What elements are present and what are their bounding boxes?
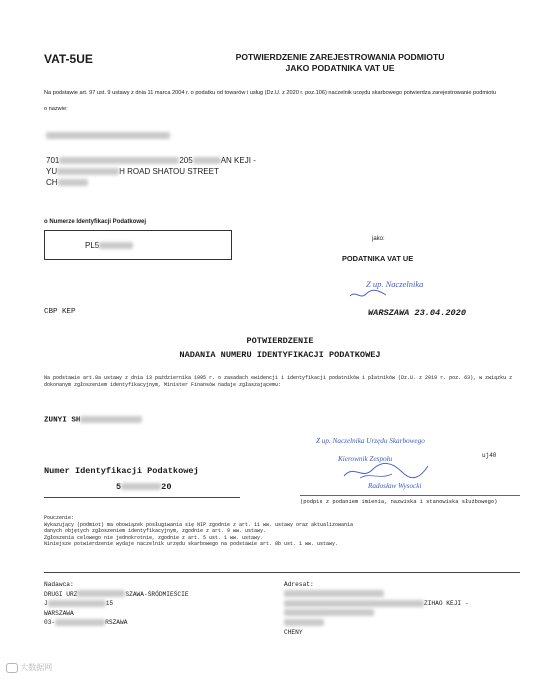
form-code: VAT-5UE bbox=[44, 52, 93, 66]
sender-line-4: 03- RSZAWA bbox=[44, 619, 128, 626]
signature-code: uj40 bbox=[482, 452, 497, 459]
address-line-3: CH bbox=[46, 177, 256, 188]
nip-label: o Numerze Identyfikacji Podatkowej bbox=[44, 219, 147, 225]
nip-block-line bbox=[44, 497, 240, 498]
place-date: WARSZAWA 23.04.2020 bbox=[368, 308, 466, 318]
notes-line: Wykazujący (podmiot) ma obowiązek posługiwania się NIP zgodnie z art. 11 ww. ustawy oraz aktualizowania bbox=[44, 521, 354, 528]
nip-value: PL5 bbox=[85, 241, 133, 250]
notes-block bbox=[44, 515, 524, 548]
notes-divider bbox=[44, 572, 520, 573]
address-line-2: YU H ROAD SHATOU STREET bbox=[46, 167, 219, 176]
address-block bbox=[46, 155, 256, 188]
redacted-company-name bbox=[46, 127, 170, 145]
sign-caption: (podpis z podaniem imienia, nazwiska i stanowiska służbowego) bbox=[300, 499, 498, 505]
signature-line2: Kierownik Zespołu bbox=[338, 455, 393, 463]
sender-label: Nadawca: bbox=[44, 581, 74, 588]
section2-title-line1: POTWIERDZENIE bbox=[246, 336, 314, 346]
podatnik-label: PODATNIKA VAT UE bbox=[342, 254, 414, 263]
nip-block-label: Numer Identyfikacji Podatkowej bbox=[44, 466, 199, 476]
section2-title-line2: NADANIA NUMERU IDENTYFIKACJI PODATKOWEJ bbox=[179, 350, 381, 360]
recipient-line-5: CHENY bbox=[284, 628, 303, 636]
o-nazwie-label: o nazwie: bbox=[44, 106, 68, 112]
sender-line-3: WARSZAWA bbox=[44, 609, 74, 617]
sender-line-1: DRUGI URZ SZAWA-ŚRÓDMIEŚCIE bbox=[44, 590, 189, 598]
sender-block bbox=[44, 580, 189, 628]
recipient-line-4 bbox=[284, 618, 469, 628]
stamp-signature-scribble bbox=[348, 287, 388, 305]
recipient-line-2: ZIHAO KEJI - bbox=[284, 599, 469, 609]
notes-line: Zgłoszenia celowego nie jednokrotnie, zgodnie z art. 5 ust. 1 ww. ustawy. bbox=[44, 534, 264, 541]
sender-line-2: J 15 bbox=[44, 600, 114, 607]
nip-box bbox=[44, 230, 232, 260]
stamp-z-up-naczelnika: Z up. Naczelnika bbox=[366, 279, 424, 289]
section2-basis: Na podstawie art.8a ustawy z dnia 13 października 1995 r. o zasadach ewidencji i identyfikacji podatników i płatników (Dz.U. z 2019 r. poz. 63), w związku z dokonanym zgłoszeniem identyfikacyjnym, Minister Finansów nadaje zgłaszającemu: bbox=[44, 375, 513, 388]
recipient-line-3 bbox=[284, 609, 469, 619]
notes-line: danych objętych zgłoszeniem identyfikacyjnym, zgodnie z art. 9 ww. ustawy. bbox=[44, 528, 267, 534]
watermark-logo-icon bbox=[6, 663, 18, 673]
address-line-1: 701 205 AN KEJI - bbox=[46, 156, 256, 165]
signature-name: Radosław Wysocki bbox=[368, 482, 422, 490]
section2-assigned-name: ZUNYI SH bbox=[44, 416, 142, 425]
watermark: 大数据网 bbox=[6, 662, 52, 673]
header-title-line2: JAKO PODATNIKA VAT UE bbox=[285, 63, 395, 73]
signature-line bbox=[300, 495, 520, 496]
nip-block-value: 5 20 bbox=[116, 482, 172, 492]
header-title-line1: POTWIERDZENIE ZAREJESTROWANIA PODMIOTU bbox=[235, 52, 445, 62]
recipient-block bbox=[284, 580, 469, 637]
office-code: CBP KEP bbox=[44, 308, 76, 316]
notes-heading: Pouczenie: bbox=[44, 515, 75, 521]
jako-label: jako: bbox=[372, 236, 385, 242]
recipient-line-1 bbox=[284, 590, 469, 600]
notes-line: Niniejsze potwierdzenie wydaje naczelnik urzędu skarbowego na podstawie art. 8b ust. 1 ww. ustawy. bbox=[44, 541, 339, 547]
signature-line1: Z up. Naczelnika Urzędu Skarbowego bbox=[316, 437, 425, 445]
legal-basis-1: Na podstawie art. 97 ust. 9 ustawy z dnia 11 marca 2004 r. o podatku od towarów i usług (Dz.U. z 2020 r. poz.106) naczelnik urzędu skarbowego potwierdza zarejestrowanie podmiotu bbox=[44, 90, 496, 96]
recipient-label: Adresat: bbox=[284, 581, 314, 588]
